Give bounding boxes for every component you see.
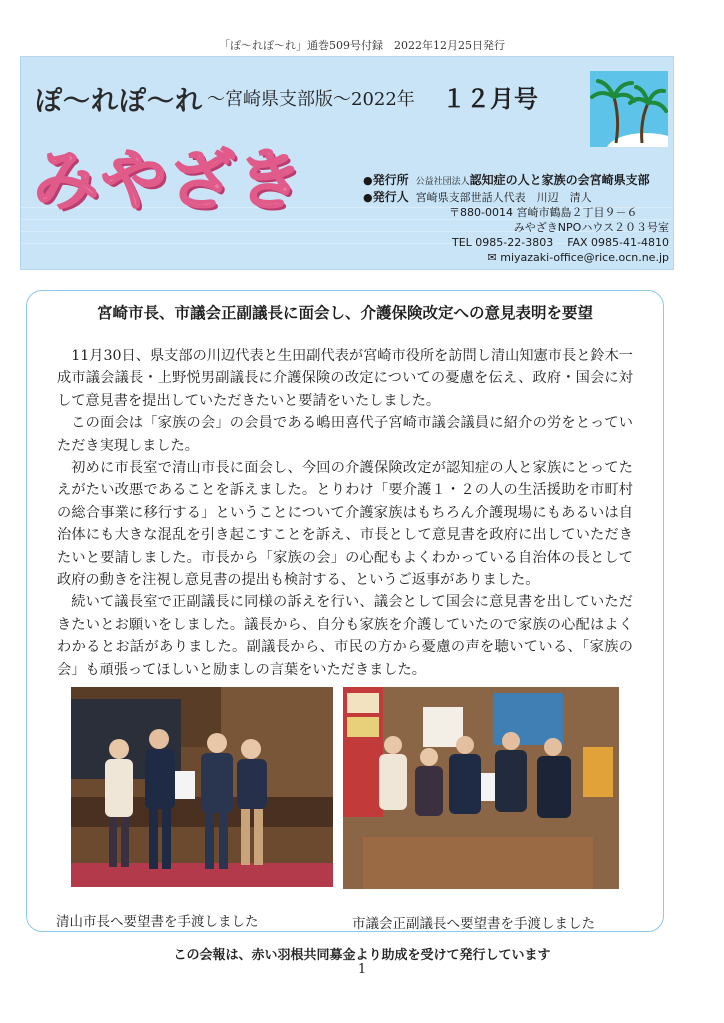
paragraph: 11月30日、県支部の川辺代表と生田副代表が宮崎市役所を訪問し清山知憲市長と鈴木一成市議会議長・上野悦男副議長に介護保険の改定についての憂慮を伝え、政府・国会に対して意見書を提出していただきたいと要請をいたしました。 [57,348,633,409]
issue-info-line: 「ぽ〜れぽ〜れ」通巻509号付録 2022年12月25日発行 [219,39,505,52]
newsletter-title: みやざき [33,142,305,219]
funding-note: この会報は、赤い羽根共同募金より助成を受けて発行しています [173,948,551,963]
series-title: ぽ〜れぽ〜れ [35,86,203,117]
palm-tree-illustration [590,71,668,147]
photo-mayor-meeting [71,687,333,887]
building: みやざきNPOハウス２０３号室 [513,221,669,234]
article-headline: 宮崎市長、市議会正副議長に面会し、介護保険改定への意見表明を要望 [96,304,593,322]
photo-council-meeting [343,687,619,889]
edition-label: 〜宮崎県支部版〜2022年 [207,89,415,110]
photo-caption-2: 市議会正副議長へ要望書を手渡しました [352,916,595,932]
issuer-row: ●発行人 宮崎県支部世話人代表 川辺 清人 [363,190,592,204]
page-number: 1 [357,962,367,977]
article-card [26,290,664,932]
publisher-row: ●発行所 公益社団法人認知症の人と家族の会宮崎県支部 [363,173,650,187]
phone-fax: TEL 0985-22-3803 FAX 0985-41-4810 [451,236,669,249]
bullet-icon: ● [363,174,373,187]
address: 〒880-0014 宮崎市鶴島２丁目９－６ [449,206,638,219]
bullet-icon: ● [363,191,373,204]
photo-caption-1: 清山市長へ要望書を手渡しました [56,914,259,930]
email: ✉ miyazaki-office@rice.ocn.ne.jp [487,251,669,264]
paragraph: 初めに市長室で清山市長に面会し、今回の介護保険改定が認知症の人と家族にとってたえがたい改悪であることを訴えました。とりわけ「要介護１・２の人の生活援助を市町村の総合事業に移行する」ということについて介護家族はもちろん介護現場にもあるいは自治体にも大きな混乱を引き起こすことを訴え、市長として意見書を政府に出していただきたいと要請しました。市長から「家族の会」の心配もよくわかっている自治体の長として政府の動きを注視し意見書の提出も検討する、というご返事がありました。 [57,460,633,589]
paragraph: 続いて議長室で正副議長に同様の訴えを行い、議会として国会に意見書を出していただきたいとお願いをしました。議長から、自分も家族を介護していたので家族の心配はよくわかるとお話がありました。副議長から、市民の方から憂慮の声を聴いている、「家族の会」も頑張ってほしいと励ましの言葉をいただきました。 [57,594,633,678]
article-body [57,345,633,681]
header-banner [20,56,674,270]
publisher-info [363,173,669,265]
issue-month: １２月号 [442,84,538,113]
paragraph: この面会は「家族の会」の会員である嶋田喜代子宮崎市議会議員に紹介の労をとっていただき実現しました。 [57,415,633,454]
